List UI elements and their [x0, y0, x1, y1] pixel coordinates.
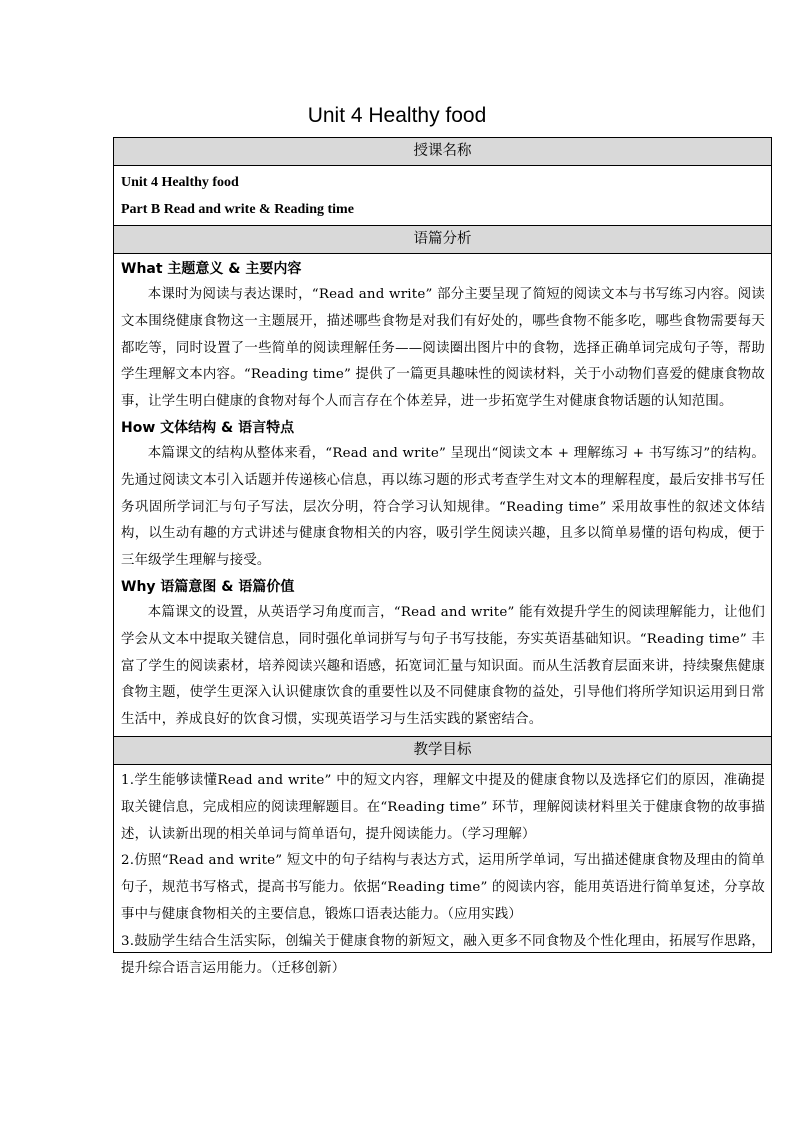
unit-title: Unit 4 Healthy food [121, 175, 239, 190]
course-name-header: 授课名称 [114, 138, 771, 166]
document-title: Unit 4 Healthy food [307, 104, 487, 127]
teaching-objectives-cell [114, 765, 771, 976]
what-paragraph: 本课时为阅读与表达课时，“Read and write” 部分主要呈现了简短的阅读文本与书写练习内容。阅读文本围绕健康食物这一主题展开，描述哪些食物是对我们有好处的，哪些食物不能多吃，哪些食物需要每天都吃等，同时设置了一些简单的阅读理解任务——阅读圈出图片中的食物，选择正确单词完成句子等，帮助学生理解文本内容。“Reading time” 提供了一篇更具趣味性的阅读材料，关于小动物们喜爱的健康食物故事，让学生明白健康的食物对每个人而言存在个体差异，进一步拓宽学生对健康食物话题的认知范围。 [121, 287, 765, 410]
course-name-cell [114, 166, 771, 226]
why-paragraph: 本篇课文的设置，从英语学习角度而言，“Read and write” 能有效提升学生的阅读理解能力，让他们学会从文本中提取关键信息，同时强化单词拼写与句子书写技能，夯实英语基础知识。“Reading time” 丰富了学生的阅读素材，培养阅读兴趣和语感，拓宽词汇量与知识面。而从生活教育层面来讲，持续聚焦健康食物主题，使学生更深入认识健康饮食的重要性以及不同健康食物的益处，引导他们将所学知识运用到日常生活中，养成良好的饮食习惯，实现英语学习与生活实践的紧密结合。 [121, 604, 765, 728]
objective-item: 2.仿照“Read and write” 短文中的句子结构与表达方式，运用所学单词，写出描述健康食物及理由的简单句子，规范书写格式，提高书写能力。依据“Reading time” 的阅读内容，能用英语进行简单复述，分享故事中与健康食物相关的主要信息，锻炼口语表达能力。（应用实践） [121, 853, 765, 922]
teaching-objectives-header: 教学目标 [114, 737, 771, 765]
why-heading: Why 语篇意图 & 语篇价值 [121, 578, 295, 595]
lesson-plan-table [113, 137, 772, 976]
objective-item: 1.学生能够读懂Read and write” 中的短文内容，理解文中提及的健康食物以及选择它们的原因，准确提取关键信息，完成相应的阅读理解题目。在“Reading time” 环节，理解阅读材料里关于健康食物的故事描述，认读新出现的相关单词与简单语句，提升阅读能力。（学习理解） [121, 772, 765, 842]
text-analysis-cell [114, 254, 771, 737]
text-analysis-header: 语篇分析 [114, 226, 771, 254]
how-heading: How 文体结构 & 语言特点 [121, 419, 295, 436]
objective-item: 3.鼓励学生结合生活实际，创编关于健康食物的新短文，融入更多不同食物及个性化理由，拓展写作思路，提升综合语言运用能力。（迁移创新） [121, 933, 765, 976]
how-paragraph: 本篇课文的结构从整体来看，“Read and write” 呈现出“阅读文本 + 理解练习 + 书写练习”的结构。先通过阅读文本引入话题并传递核心信息，再以练习题的形式考查学生对文本的理解程度，最后安排书写任务巩固所学词汇与句子写法，层次分明，符合学习认知规律。“Reading time” 采用故事性的叙述文体结构，以生动有趣的方式讲述与健康食物相关的内容，吸引学生阅读兴趣，且多以简单易懂的语句构成，便于三年级学生理解与接受。 [121, 445, 765, 569]
lesson-part: Part B Read and write & Reading time [121, 202, 354, 217]
what-heading: What 主题意义 & 主要内容 [121, 261, 302, 277]
